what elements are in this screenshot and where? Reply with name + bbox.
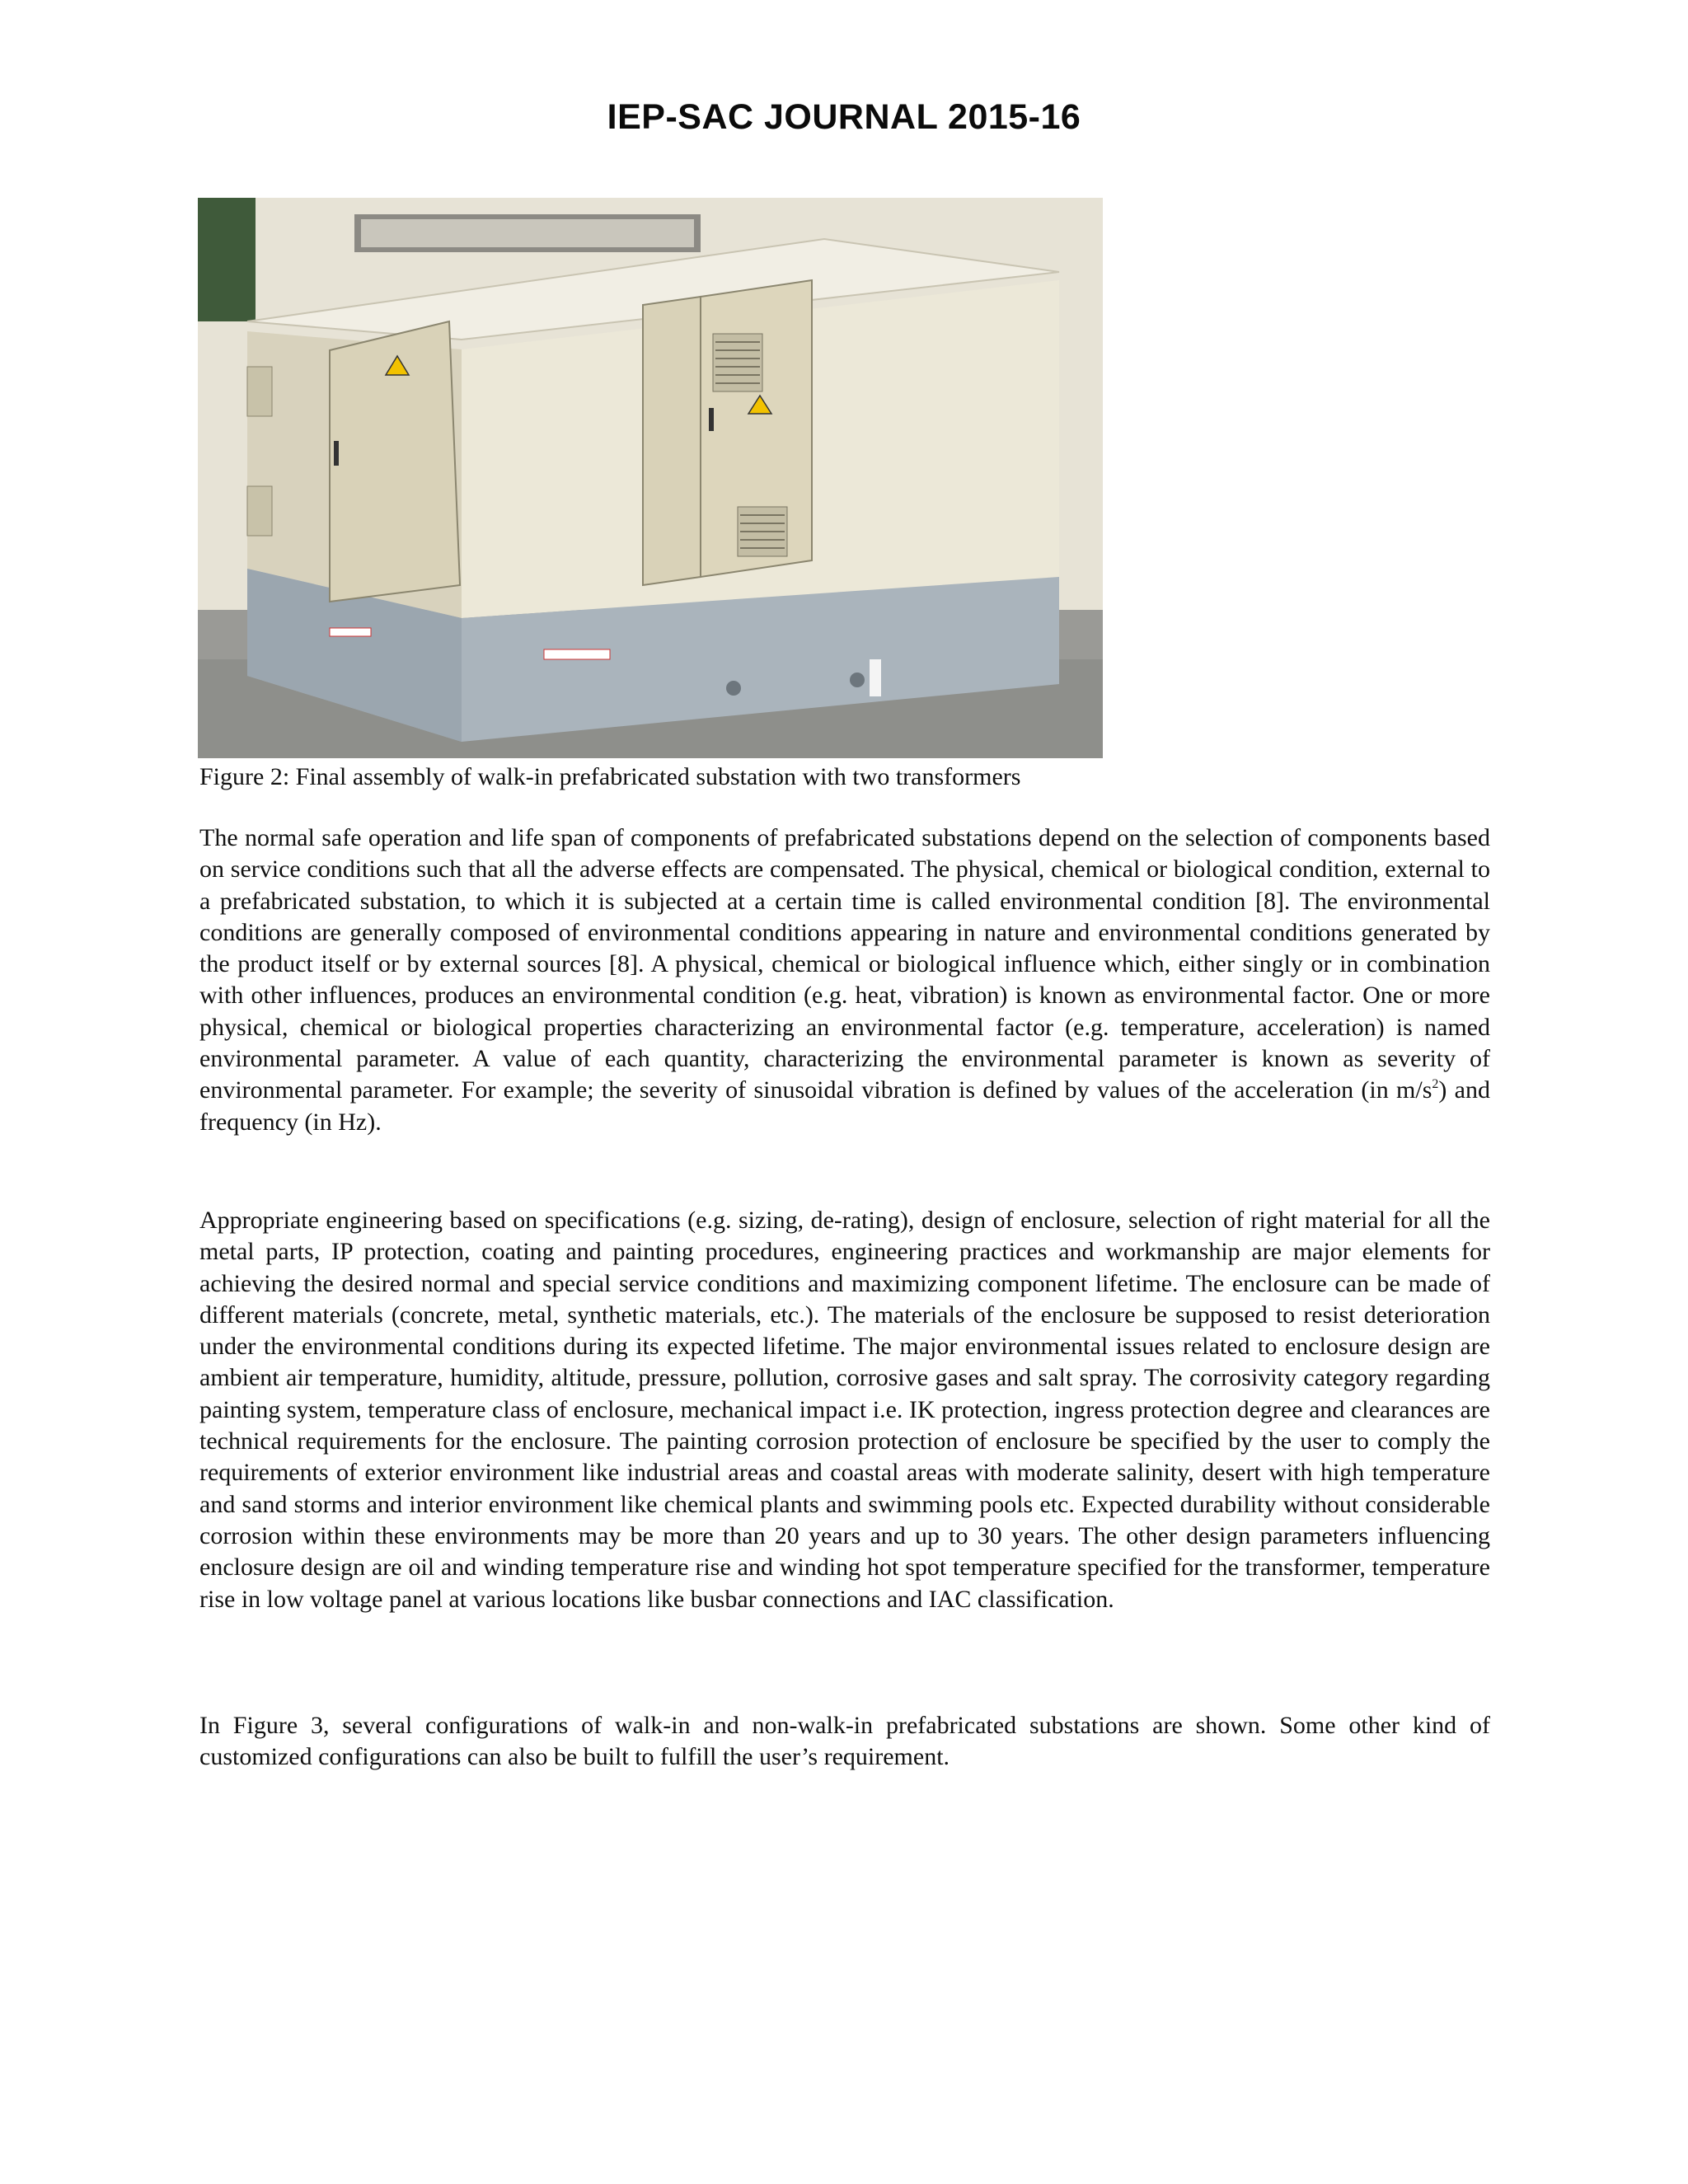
base-sticker: [870, 659, 881, 696]
paragraph-1: [199, 823, 1490, 1138]
door-handle-2: [709, 408, 714, 431]
right-door-left: [643, 297, 701, 585]
paragraph-3: In Figure 3, several configurations of walk-in and non-walk-in prefabricated substations are shown. Some other kind of customized configurations can also be built to fulfill the user’s requirement.: [199, 1712, 1490, 1771]
journal-header: IEP-SAC JOURNAL 2015-16: [607, 97, 1081, 137]
door-handle-1: [334, 441, 339, 466]
background-hill: [198, 198, 256, 321]
substation-photo: [198, 198, 1103, 758]
side-vent-bottom: [247, 486, 272, 536]
side-vent-top: [247, 367, 272, 416]
base-hole-2: [850, 673, 865, 687]
base-label-1: [330, 628, 371, 636]
base-hole-1: [726, 681, 741, 696]
paragraph-1-text: The normal safe operation and life span of components of prefabricated substations depend on the selection of components based on service conditions such that all the adverse effects are compensated. The physical, chemical or biological condition, external to a prefabricated substation, to which it is subjected at a certain time is called environmental condition [8]. The environmental conditions are generally composed of environmental conditions appearing in nature and environmental conditions generated by the product itself or by external sources [8]. A physical, chemical or biological influence which, either singly or in combination with other influences, produces an environmental condition (e.g. heat, vibration) is known as environmental factor. One or more physical, chemical or biological properties characterizing an environmental factor (e.g. temperature, acceleration) is named environmental parameter. A value of each quantity, characterizing the environmental parameter is known as severity of environmental parameter. For example; the severity of sinusoidal vibration is defined by values of the acceleration (in m/s: [199, 824, 1490, 1104]
superscript-2: 2: [1432, 1077, 1439, 1092]
figure-caption: Figure 2: Final assembly of walk-in prefabricated substation with two transformers: [199, 763, 1021, 790]
paragraph-2: Appropriate engineering based on specifications (e.g. sizing, de-rating), design of enclosure, selection of right material for all the metal parts, IP protection, coating and painting procedures, engineering practices and workmanship are major elements for achieving the desired normal and special service conditions and maximizing component lifetime. The enclosure can be made of different materials (concrete, metal, synthetic materials, etc.). The materials of the enclosure be supposed to resist deterioration under the environmental conditions during its expected lifetime. The major environmental issues related to enclosure design are ambient air temperature, humidity, altitude, pressure, pollution, corrosive gases and salt spray. The corrosivity category regarding painting system, temperature class of enclosure, mechanical impact i.e. IK protection, ingress protection degree and clearances are technical requirements for the enclosure. The painting corrosion protection of enclosure be specified by the user to comply the requirements of exterior environment like industrial areas and coastal areas with moderate salinity, desert with high temperature and sand storms and interior environment like chemical plants and swimming pools etc. Expected durability without considerable corrosion within these environments may be more than 20 years and up to 30 years. The other design parameters influencing enclosure design are oil and winding temperature rise and winding hot spot temperature specified for the transformer, temperature rise in low voltage panel at various locations like busbar connections and IAC classification.: [199, 1207, 1490, 1613]
paragraph-1-tail: ) and frequency (in Hz).: [199, 1076, 1490, 1136]
base-label-2: [544, 649, 610, 659]
